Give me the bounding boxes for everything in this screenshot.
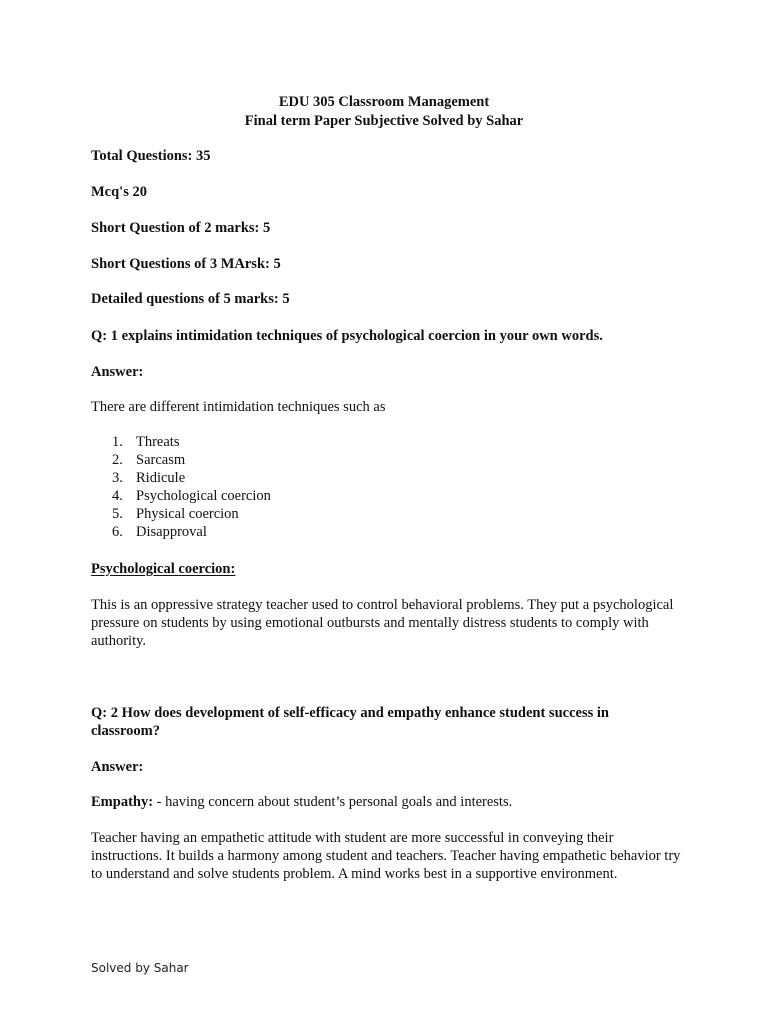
answer-intro: There are different intimidation techniques such as: [91, 399, 386, 415]
question-2: Q: 2 How does development of self-efficacy and empathy enhance student success in classroom?: [91, 705, 609, 739]
list-item: [112, 505, 271, 523]
list-item: [112, 487, 271, 505]
list-number: 2.: [112, 452, 123, 468]
short-question-3-marks: Short Questions of 3 MArsk: 5: [91, 256, 281, 272]
detailed-question-5-marks: Detailed questions of 5 marks: 5: [91, 291, 290, 307]
list-number: 6.: [112, 524, 123, 540]
list-number: 1.: [112, 434, 123, 450]
list-label: Psychological coercion: [136, 488, 271, 504]
paper-title: Final term Paper Subjective Solved by Sahar: [244, 113, 524, 129]
course-title: EDU 305 Classroom Management: [278, 94, 490, 110]
list-number: 4.: [112, 488, 123, 504]
list-item: [112, 433, 271, 451]
subheading-psychological-coercion: Psychological coercion:: [91, 561, 236, 577]
total-questions: Total Questions: 35: [91, 148, 211, 164]
techniques-list: [112, 433, 271, 541]
list-item: [112, 469, 271, 487]
question-1: Q: 1 explains intimidation techniques of psychological coercion in your own words.: [91, 328, 603, 344]
paragraph-empathy: Teacher having an empathetic attitude with student are more successful in conveying their instructions. It builds a harmony among student and teachers. Teacher having empathetic behavior try to understand and solve students problem. A mind works best in a supportive environment.: [91, 830, 681, 882]
empathy-label: Empathy:: [91, 794, 154, 810]
empathy-line: [91, 793, 512, 811]
paragraph-psychological-coercion: This is an oppressive strategy teacher used to control behavioral problems. They put a psychological pressure on students by using emotional outbursts and mentally distress students to comply with authority.: [91, 597, 674, 649]
empathy-definition: - having concern about student’s personal goals and interests.: [153, 794, 513, 810]
answer-label-1: Answer:: [91, 364, 144, 380]
list-number: 3.: [112, 470, 123, 486]
list-item: [112, 523, 271, 541]
short-question-2-marks: Short Question of 2 marks: 5: [91, 220, 271, 236]
list-number: 5.: [112, 506, 123, 522]
list-label: Sarcasm: [136, 452, 186, 468]
mcq-count: Mcq's 20: [91, 184, 147, 200]
page-footer: Solved by Sahar: [91, 961, 189, 975]
list-label: Threats: [136, 434, 180, 450]
answer-label-2: Answer:: [91, 759, 144, 775]
list-item: [112, 451, 271, 469]
list-label: Physical coercion: [136, 506, 239, 522]
list-label: Disapproval: [136, 524, 207, 540]
list-label: Ridicule: [136, 470, 186, 486]
